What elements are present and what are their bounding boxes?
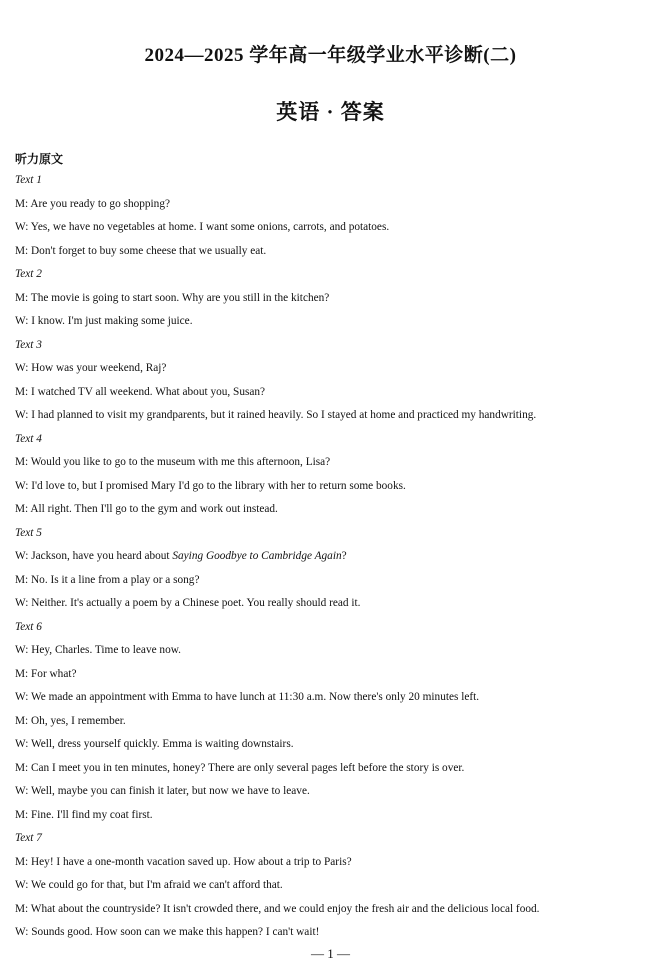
text-heading: Text 3 — [15, 338, 42, 351]
text-heading: Text 6 — [15, 620, 42, 633]
dialogue-text: W: Jackson, have you heard about — [15, 550, 173, 562]
dialogue-line: W: Sounds good. How soon can we make this happen? I can't wait! — [15, 926, 320, 938]
dialogue-line: W: Well, maybe you can finish it later, but now we have to leave. — [15, 785, 310, 797]
dialogue-line: M: For what? — [15, 667, 77, 680]
dialogue-line: W: Hey, Charles. Time to leave now. — [15, 644, 181, 656]
dialogue-line: W: Well, dress yourself quickly. Emma is waiting downstairs. — [15, 738, 294, 750]
dialogue-line: M: Fine. I'll find my coat first. — [15, 808, 153, 821]
document-title: 2024—2025 学年高一年级学业水平诊断(二) — [144, 45, 517, 66]
dialogue-line: M: Are you ready to go shopping? — [15, 197, 170, 210]
text-heading: Text 1 — [15, 174, 42, 186]
dialogue-line: W: Neither. It's actually a poem by a Chinese poet. You really should read it. — [15, 597, 361, 609]
dialogue-text: ? — [341, 550, 347, 562]
dialogue-line: W: Yes, we have no vegetables at home. I want some onions, carrots, and potatoes. — [15, 221, 390, 233]
text-heading: Text 5 — [15, 526, 42, 539]
dialogue-line: W: How was your weekend, Raj? — [15, 362, 167, 374]
dialogue-line: M: All right. Then I'll go to the gym and work out instead. — [15, 503, 278, 515]
page-number: — 1 — — [311, 946, 350, 961]
dialogue-line: M: The movie is going to start soon. Why are you still in the kitchen? — [15, 291, 330, 304]
text-heading: Text 7 — [15, 832, 42, 844]
dialogue-line: M: I watched TV all weekend. What about you, Susan? — [15, 385, 266, 398]
dialogue-line: M: Would you like to go to the museum with me this afternoon, Lisa? — [15, 456, 331, 468]
dialogue-line: M: Can I meet you in ten minutes, honey? There are only several pages left before the story is over. — [15, 761, 465, 774]
dialogue-line — [15, 545, 645, 569]
dialogue-line: W: We could go for that, but I'm afraid we can't afford that. — [15, 879, 283, 891]
document-subtitle: 英语 · 答案 — [276, 100, 385, 124]
dialogue-line: W: I'd love to, but I promised Mary I'd go to the library with her to return some books. — [15, 479, 406, 492]
dialogue-line: M: What about the countryside? It isn't crowded there, and we could enjoy the fresh air and the delicious local food. — [15, 902, 540, 915]
dialogue-line: M: Don't forget to buy some cheese that we usually eat. — [15, 244, 267, 257]
dialogue-line: M: Hey! I have a one-month vacation saved up. How about a trip to Paris? — [15, 855, 352, 868]
poem-title: Saying Goodbye to Cambridge Again — [172, 550, 342, 562]
transcript-lines — [15, 169, 645, 945]
dialogue-line: M: No. Is it a line from a play or a song? — [15, 573, 200, 586]
dialogue-line: W: I know. I'm just making some juice. — [15, 315, 193, 327]
dialogue-line: W: I had planned to visit my grandparents, but it rained heavily. So I stayed at home and practiced my handwriting. — [15, 409, 537, 421]
section-heading-listening-script: 听力原文 — [15, 152, 64, 166]
text-heading: Text 4 — [15, 432, 42, 445]
dialogue-line: M: Oh, yes, I remember. — [15, 714, 126, 727]
text-heading: Text 2 — [15, 268, 42, 280]
dialogue-line: W: We made an appointment with Emma to have lunch at 11:30 a.m. Now there's only 20 minutes left. — [15, 691, 480, 703]
